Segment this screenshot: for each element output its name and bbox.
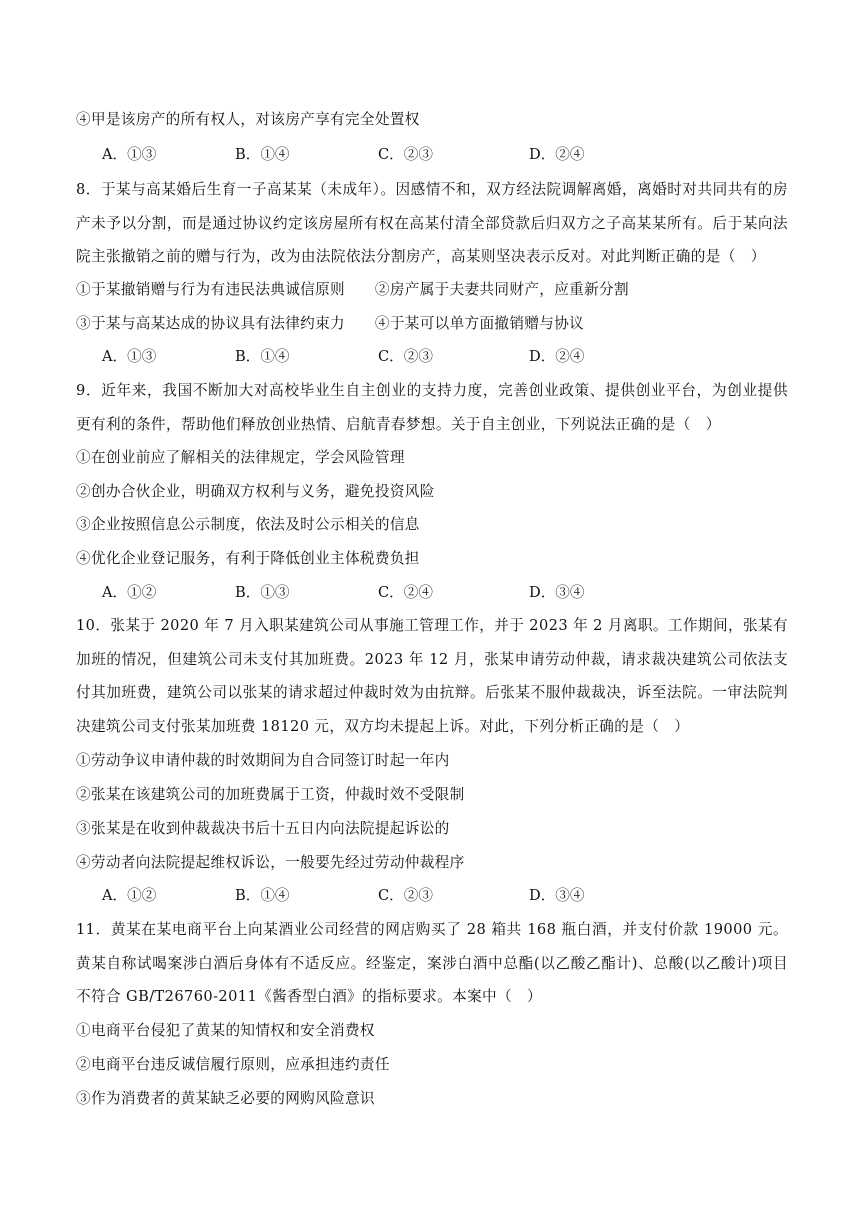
q8-option-c: C．②③ [378, 348, 433, 365]
q10-option-c: C．②③ [378, 887, 433, 904]
q10-option-b: B．①④ [235, 887, 290, 904]
q7-options [102, 145, 742, 165]
q10-options [102, 886, 742, 906]
q10-statement-3: ③张某是在收到仲裁裁决书后十五日内向法院提起诉讼的 [76, 820, 450, 837]
q11-statement-3: ③作为消费者的黄某缺乏必要的网购风险意识 [76, 1090, 375, 1107]
q7-option-d: D．②④ [529, 146, 585, 163]
q7-option-a: A．①③ [102, 146, 157, 163]
q8-options [102, 347, 742, 367]
q8-option-b: B．①④ [235, 348, 290, 365]
q9-statement-1: ①在创业前应了解相关的法律规定，学会风险管理 [76, 449, 405, 466]
q8-statements-row-1: ①于某撤销赠与行为有违民法典诚信原则 ②房产属于夫妻共同财产，应重新分割 [76, 281, 629, 298]
q11-statement-1: ①电商平台侵犯了黄某的知情权和安全消费权 [76, 1022, 375, 1039]
q9-option-d: D．③④ [529, 584, 585, 601]
q9-option-c: C．②④ [378, 584, 433, 601]
q8-option-a: A．①③ [102, 348, 157, 365]
q9-stem: 9．近年来，我国不断加大对高校毕业生自主创业的支持力度，完善创业政策、提供创业平台，为创业提供更有利的条件，帮助他们释放创业热情、启航青春梦想。关于自主创业，下列说法正确的是（ ） [76, 382, 788, 433]
q10-statement-2: ②张某在该建筑公司的加班费属于工资，仲裁时效不受限制 [76, 786, 465, 803]
q9-options [102, 583, 742, 603]
q8-option-d: D．②④ [529, 348, 585, 365]
q10-statement-4: ④劳动者向法院提起维权诉讼，一般要先经过劳动仲裁程序 [76, 854, 465, 871]
q10-option-d: D．③④ [529, 887, 585, 904]
q9-statement-3: ③企业按照信息公示制度，依法及时公示相关的信息 [76, 516, 420, 533]
q10-statement-1: ①劳动争议申请仲裁的时效期间为自合同签订时起一年内 [76, 752, 450, 769]
q11-statement-2: ②电商平台违反诚信履行原则，应承担违约责任 [76, 1056, 390, 1073]
q7-option-c: C．②③ [378, 146, 433, 163]
q8-stem: 8．于某与高某婚后生育一子高某某（未成年）。因感情不和，双方经法院调解离婚，离婚时对共同共有的房产未予以分割，而是通过协议约定该房屋所有权在高某付清全部贷款后归双方之子高某某所有。后于某向法院主张撤销之前的赠与行为，改为由法院依法分割房产，高某则坚决表示反对。对此判断正确的是（ ） [76, 181, 788, 265]
q9-statement-2: ②创办合伙企业，明确双方权利与义务，避免投资风险 [76, 483, 435, 500]
q10-option-a: A．①② [102, 887, 157, 904]
q7-statement-4: ④甲是该房产的所有权人，对该房产享有完全处置权 [76, 111, 420, 128]
q11-stem: 11．黄某在某电商平台上向某酒业公司经营的网店购买了 28 箱共 168 瓶白酒，并支付价款 19000 元。黄某自称试喝案涉白酒后身体有不适反应。经鉴定，案涉白酒中总酯(以乙酸乙酯计)、总酸(以乙酸计)项目不符合 GB/T26760-2011《酱香型白酒》的指标要求。本案中（ ） [76, 921, 788, 1005]
q7-option-b: B．①④ [235, 146, 290, 163]
q9-statement-4: ④优化企业登记服务，有利于降低创业主体税费负担 [76, 550, 420, 567]
q8-statements-row-2: ③于某与高某达成的协议具有法律约束力 ④于某可以单方面撤销赠与协议 [76, 315, 585, 332]
q9-option-b: B．①③ [235, 584, 290, 601]
q10-stem: 10．张某于 2020 年 7 月入职某建筑公司从事施工管理工作，并于 2023 年 2 月离职。工作期间，张某有加班的情况，但建筑公司未支付其加班费。2023 年 12 月，张某申请劳动仲裁，请求裁决建筑公司依法支付其加班费，建筑公司以张某的请求超过仲裁时效为由抗辩。后张某不服仲裁裁决，诉至法院。一审法院判决建筑公司支付张某加班费 18120 元，双方均未提起上诉。对此，下列分析正确的是（ ） [76, 617, 788, 735]
q9-option-a: A．①② [102, 584, 157, 601]
